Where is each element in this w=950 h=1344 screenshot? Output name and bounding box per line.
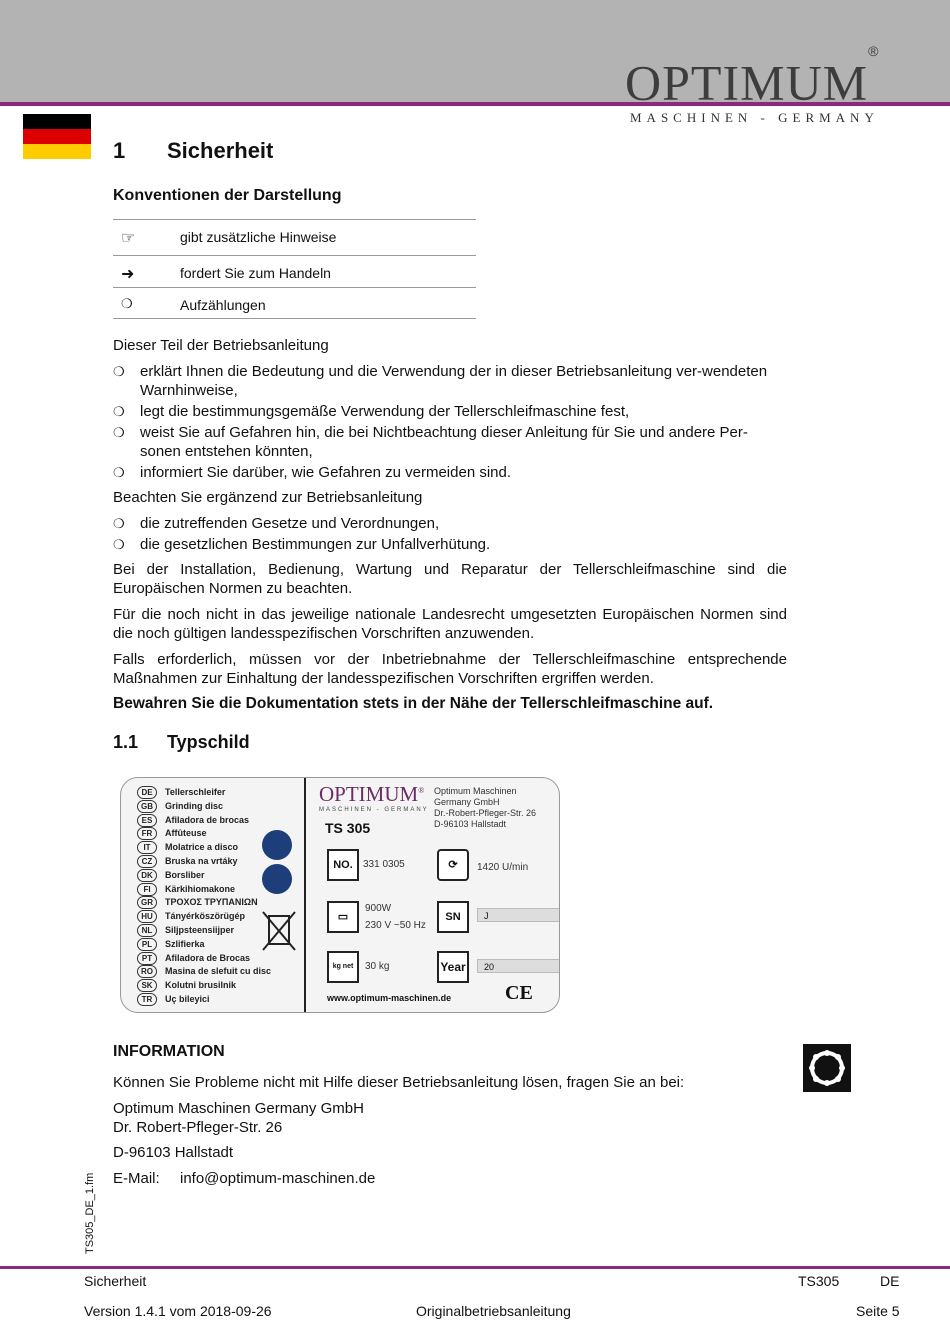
plate-language-row	[137, 855, 238, 869]
bullet-icon: ❍	[113, 364, 125, 379]
ce-mark: CE	[505, 982, 533, 1004]
language-name: Uç bileyici	[165, 993, 210, 1004]
language-name: Afiladora de brocas	[165, 814, 250, 825]
rotation-icon: ⟳	[437, 849, 469, 881]
plate-logo-subtitle: MASCHINEN - GERMANY	[319, 807, 429, 813]
language-code: CZ	[137, 855, 157, 868]
plate-year-field: 20	[477, 959, 560, 973]
language-name: Siljpsteensiijper	[165, 924, 235, 935]
paragraph: Für die noch nicht in das jeweilige nationale Landesrecht umgesetzten Europäischen Normen sind die noch gültigen landesspezifischen Vorschriften anzuwenden.	[113, 606, 787, 642]
plate-number-label: NO.	[327, 849, 359, 881]
motor-icon: ▭	[327, 901, 359, 933]
language-code: FI	[137, 883, 157, 896]
language-name: Bruska na vrtáky	[165, 855, 238, 866]
plate-language-row	[137, 938, 205, 952]
footer-model: TS305	[798, 1273, 840, 1289]
info-text: Können Sie Probleme nicht mit Hilfe dieser Betriebsanleitung lösen, fragen Sie an bei:	[113, 1074, 685, 1091]
language-code: IT	[137, 841, 157, 854]
paragraph: Bei der Installation, Bedienung, Wartung und Reparatur der Tellerschleifmaschine sind die Europäischen Normen zu beachten.	[113, 561, 787, 597]
language-code: SK	[137, 979, 157, 992]
plate-language-row	[137, 979, 236, 993]
conventions-table	[113, 219, 476, 319]
language-name: Kärkihiomakone	[165, 883, 236, 894]
crossed-bin-icon	[261, 908, 297, 952]
email-link[interactable]: info@optimum-maschinen.de	[180, 1170, 376, 1187]
pointing-hand-icon: ☞	[121, 230, 136, 247]
conventions-heading: Konventionen der Darstellung	[113, 187, 342, 204]
footer-lang: DE	[880, 1273, 900, 1289]
language-name: ΤΡΟΧΟΣ ΤΡΥΠΑΝΙΩΝ	[165, 897, 258, 908]
file-label: TS305_DE_1.fm	[84, 1172, 96, 1254]
plate-voltage: 230 V ~50 Hz	[365, 920, 426, 931]
language-name: Afiladora de Brocas	[165, 952, 251, 963]
plate-language-row	[137, 952, 250, 966]
paragraph-bold: Bewahren Sie die Dokumentation stets in der Nähe der Tellerschleifmaschine auf.	[113, 695, 714, 712]
language-name: Molatrice a disco	[165, 842, 239, 853]
language-code: PT	[137, 952, 157, 965]
convention-text: fordert Sie zum Handeln	[180, 265, 331, 281]
bullet-icon: ❍	[113, 425, 125, 440]
information-icon	[803, 1044, 851, 1092]
language-name: Affûteuse	[165, 828, 207, 839]
plate-language-row	[137, 993, 210, 1007]
language-name: Tányérköszörügép	[165, 911, 246, 922]
plate-sn-label: SN	[437, 901, 469, 933]
language-code: PL	[137, 938, 157, 951]
plate-divider	[304, 778, 306, 1012]
plate-language-row	[137, 814, 249, 828]
language-code: NL	[137, 924, 157, 937]
list-item: ❍ die gesetzlichen Bestimmungen zur Unfallverhütung.	[113, 536, 491, 553]
language-name: Szlifierka	[165, 938, 205, 949]
language-name: Tellerschleifer	[165, 786, 226, 797]
face-protection-icon	[262, 830, 292, 860]
bullet-icon: ❍	[113, 465, 125, 480]
plate-logo: OPTIMUM®	[319, 782, 425, 806]
logo-subtitle: MASCHINEN - GERMANY	[630, 110, 879, 125]
plate-language-row	[137, 827, 207, 841]
footer-doc: Originalbetriebsanleitung	[416, 1303, 571, 1319]
info-company: Optimum Maschinen Germany GmbH	[113, 1100, 364, 1117]
plate-year-label: Year	[437, 951, 469, 983]
language-code: RO	[137, 965, 157, 978]
plate-number-value: 331 0305	[363, 859, 405, 870]
list-item: ❍ informiert Sie darüber, wie Gefahren zu vermeiden sind.	[113, 464, 512, 481]
language-name: Borsliber	[165, 869, 205, 880]
bullet-icon: ❍	[113, 516, 125, 531]
email-label: E-Mail:	[113, 1170, 160, 1187]
plate-model: TS 305	[325, 820, 371, 836]
language-name: Masina de slefuit cu disc	[165, 966, 272, 977]
intro-text-2: Beachten Sie ergänzend zur Betriebsanleitung	[113, 489, 423, 506]
language-name: Grinding disc	[165, 800, 224, 811]
rating-plate	[120, 777, 560, 1013]
section-title: 1 Sicherheit	[113, 138, 274, 163]
language-code: FR	[137, 827, 157, 840]
language-code: TR	[137, 993, 157, 1006]
intro-text: Dieser Teil der Betriebsanleitung	[113, 337, 329, 354]
read-manual-icon	[262, 864, 292, 894]
plate-website: www.optimum-maschinen.de	[327, 993, 452, 1003]
info-city: D-96103 Hallstadt	[113, 1144, 234, 1161]
table-row	[113, 256, 476, 288]
language-code: GR	[137, 896, 157, 909]
list-item: ❍ legt die bestimmungsgemäße Verwendung der Tellerschleifmaschine fest,	[113, 403, 630, 420]
optimum-logo: OPTIMUM®	[625, 43, 880, 111]
language-name: Kolutni brusilnik	[165, 980, 236, 991]
language-code: DE	[137, 786, 157, 799]
plate-language-row	[137, 965, 271, 979]
footer-version: Version 1.4.1 vom 2018-09-26	[84, 1303, 272, 1319]
plate-language-row	[137, 841, 238, 855]
plate-language-row	[137, 924, 234, 938]
bullet-icon: ❍	[113, 537, 125, 552]
info-email-row	[113, 1169, 787, 1188]
language-code: HU	[137, 910, 157, 923]
table-row	[113, 220, 476, 256]
footer-divider	[0, 1266, 950, 1269]
subsection-title: 1.1 Typschild	[113, 732, 250, 752]
plate-language-row	[137, 786, 225, 800]
plate-speed: 1420 U/min	[477, 862, 529, 873]
paragraph: Falls erforderlich, müssen vor der Inbetriebnahme der Tellerschleifmaschine entsprechende Maßnahmen zur Einhaltung der landesspezifischen Vorschriften ergriffen werden.	[113, 651, 787, 687]
convention-text: Aufzählungen	[180, 297, 266, 313]
language-code: DK	[137, 869, 157, 882]
footer-section: Sicherheit	[84, 1273, 147, 1289]
plate-language-row	[137, 896, 258, 910]
language-code: ES	[137, 814, 157, 827]
list-item: ❍ die zutreffenden Gesetze und Verordnungen,	[113, 515, 440, 532]
table-row	[113, 288, 476, 319]
bullet-icon: ❍	[113, 404, 125, 419]
list-item: ❍ erklärt Ihnen die Bedeutung und die Verwendung der in dieser Betriebsanleitung ver-wendeten Warnhinweise,	[113, 363, 768, 399]
info-heading: INFORMATION	[113, 1043, 225, 1060]
convention-text: gibt zusätzliche Hinweise	[180, 229, 337, 245]
language-code: GB	[137, 800, 157, 813]
plate-weight: 30 kg	[365, 961, 390, 972]
plate-sn-field: J	[477, 908, 560, 922]
weight-icon: kg net	[327, 951, 359, 983]
plate-language-row	[137, 800, 223, 814]
footer-page: Seite 5	[856, 1303, 900, 1319]
bullet-icon: ❍	[121, 296, 133, 311]
german-flag-icon	[23, 114, 91, 159]
list-item: ❍ weist Sie auf Gefahren hin, die bei Nichtbeachtung dieser Anleitung für Sie und andere Per-sonen entstehen könnten,	[113, 424, 748, 460]
plate-language-row	[137, 910, 245, 924]
plate-address: Optimum Maschinen Germany GmbH Dr.-Robert-Pfleger-Str. 26 D-96103 Hallstadt	[434, 786, 537, 829]
info-street: Dr. Robert-Pfleger-Str. 26	[113, 1119, 283, 1136]
plate-language-row	[137, 883, 235, 897]
plate-power: 900W	[365, 903, 392, 914]
arrow-right-icon: ➜	[121, 266, 135, 283]
plate-language-row	[137, 869, 205, 883]
